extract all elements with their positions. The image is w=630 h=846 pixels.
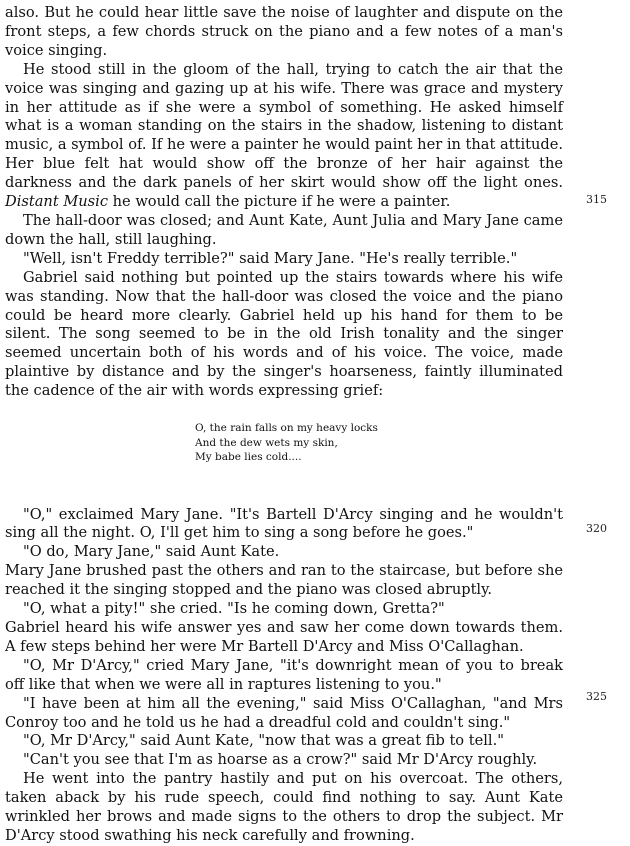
paragraph: Mary Jane brushed past the others and ran to the staircase, but before she reached it the singing stopped and the piano was closed abruptly. xyxy=(5,562,563,599)
verse-line: O, the rain falls on my heavy locks xyxy=(195,422,378,435)
verse-line: And the dew wets my skin, xyxy=(195,436,338,449)
line-number: 325 xyxy=(586,690,607,703)
paragraph: Gabriel heard his wife answer yes and saw her come down towards them. A few steps behind her were Mr Bartell D'Arcy and Miss O'Callaghan. xyxy=(5,618,563,655)
paragraph: also. But he could hear little save the noise of laughter and dispute on the front steps, a few chords struck on the piano and a few notes of a man's voice singing. xyxy=(5,4,563,59)
italic-title: Distant Music xyxy=(5,193,108,211)
paragraph: "O, Mr D'Arcy," cried Mary Jane, "it's downright mean of you to break off like that when we were all in raptures listening to you." xyxy=(5,656,563,693)
paragraph: "O, what a pity!" she cried. "Is he coming down, Gretta?" xyxy=(23,600,445,618)
song-verse xyxy=(195,421,563,465)
paragraph: "Well, isn't Freddy terrible?" said Mary Jane. "He's really terrible." xyxy=(23,249,518,267)
paragraph: "O, Mr D'Arcy," said Aunt Kate, "now that was a great fib to tell." xyxy=(23,732,504,750)
line-number: 320 xyxy=(586,522,607,535)
paragraph: He stood still in the gloom of the hall, trying to catch the air that the voice was singing and gazing up at his wife. There was grace and mystery in her attitude as if she were a symbol of something. He asked himself what is a woman standing on the stairs in the shadow, listening to distant music, a symbol of. If he were a painter he would paint her in that attitude. Her blue felt hat would show off the bronze of her hair against the darkness and the dark panels of her skirt would show off the light ones. Distant Music he would call the picture if he were a painter. xyxy=(5,60,563,211)
paragraph: "Can't you see that I'm as hoarse as a crow?" said Mr D'Arcy roughly. xyxy=(23,751,538,769)
line-number: 315 xyxy=(586,193,607,206)
paragraph: "O," exclaimed Mary Jane. "It's Bartell D'Arcy singing and he wouldn't sing all the night. O, I'll get him to sing a song before he goes." xyxy=(5,505,563,542)
paragraph: He went into the pantry hastily and put on his overcoat. The others, taken aback by his rude speech, could find nothing to say. Aunt Kate wrinkled her brows and made signs to the others to drop the subject. Mr D'Arcy stood swathing his neck carefully and frowning. xyxy=(5,770,563,844)
paragraph: "O do, Mary Jane," said Aunt Kate. xyxy=(23,543,280,561)
paragraph: "I have been at him all the evening," said Miss O'Callaghan, "and Mrs Conroy too and he told us he had a dreadful cold and couldn't sing." xyxy=(5,694,563,731)
verse-line: My babe lies cold.... xyxy=(195,451,302,464)
paragraph: The hall-door was closed; and Aunt Kate, Aunt Julia and Mary Jane came down the hall, still laughing. xyxy=(5,211,563,248)
body-text xyxy=(5,4,563,846)
paragraph: Gabriel said nothing but pointed up the stairs towards where his wife was standing. Now that the hall-door was closed the voice and the piano could be heard more clearly. Gabriel held up his hand for them to be silent. The song seemed to be in the old Irish tonality and the singer seemed uncertain both of his words and of his voice. The voice, made plaintive by distance and by the singer's hoarseness, faintly illuminated the cadence of the air with words expressing grief: xyxy=(5,268,563,400)
